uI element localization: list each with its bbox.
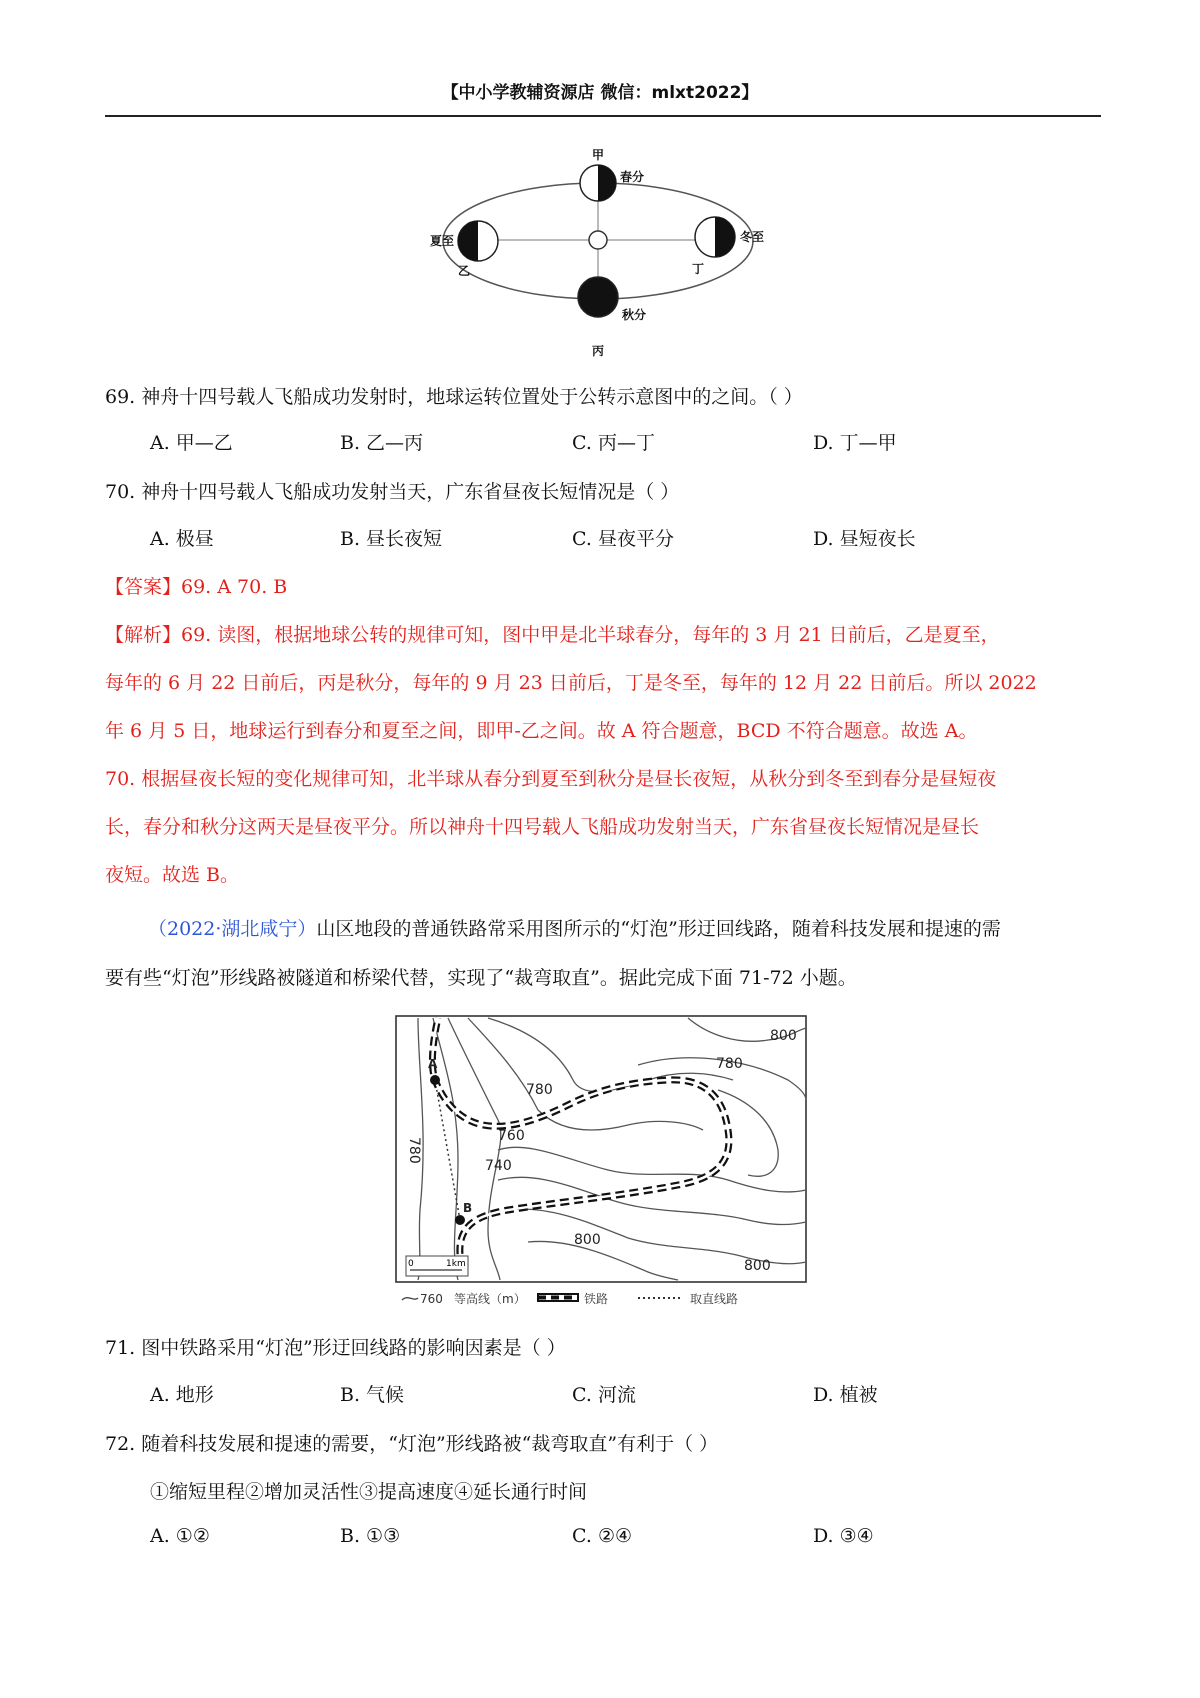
q69-option-a[interactable]: A. 甲—乙 [150, 432, 233, 454]
q72-option-d[interactable]: D. ③④ [813, 1525, 874, 1547]
q72-option-b[interactable]: B. ①③ [340, 1525, 401, 1547]
analysis-line-3: 年 6 月 5 日，地球运行到春分和夏至之间，即甲-乙之间。故 A 符合题意，BCD 不符合题意。故选 A。 [105, 720, 978, 742]
analysis-line-4: 70. 根据昼夜长短的变化规律可知，北半球从春分到夏至到秋分是昼长夜短，从秋分到冬至到春分是昼短夜 [105, 768, 997, 790]
q72-choices: ①缩短里程②增加灵活性③提高速度④延长通行时间 [150, 1481, 588, 1503]
scale-bar [406, 1256, 468, 1276]
map-legend [402, 1291, 738, 1306]
point-a-label: A [428, 1057, 438, 1071]
page-header: 【中小学教辅资源店 微信：mlxt2022】 [441, 83, 759, 103]
q71-option-c[interactable]: C. 河流 [572, 1384, 636, 1406]
answer-text: 【答案】69. A 70. B [105, 576, 288, 598]
earth-bing [578, 277, 618, 317]
analysis-line-5: 长，春分和秋分这两天是昼夜平分。所以神舟十四号载人飞船成功发射当天，广东省昼夜长短情况是昼长 [105, 816, 980, 838]
contour-map [388, 1010, 810, 1315]
scale-km: 1km [446, 1259, 466, 1269]
q71-option-d[interactable]: D. 植被 [813, 1384, 878, 1406]
question-71-stem: 71. 图中铁路采用“灯泡”形迂回线路的影响因素是（ ） [105, 1337, 566, 1359]
question-70-stem: 70. 神舟十四号载人飞船成功发射当天，广东省昼夜长短情况是（ ） [105, 481, 680, 503]
earth-yi [458, 221, 498, 261]
contour-label: 780 [406, 1137, 422, 1164]
label-ding: 丁 [692, 262, 705, 276]
point-b-marker [455, 1215, 465, 1225]
label-bing: 丙 [592, 344, 605, 358]
label-summer: 夏至 [430, 234, 455, 248]
question-72-stem: 72. 随着科技发展和提速的需要，“灯泡”形线路被“裁弯取直”有利于（ ） [105, 1433, 719, 1455]
scale-zero: 0 [408, 1259, 414, 1269]
intro-line-1 [148, 914, 1001, 941]
header-rule [105, 115, 1101, 117]
point-a-marker [430, 1075, 440, 1085]
contour-label: 800 [744, 1258, 771, 1274]
legend-contour-value: 760 [420, 1292, 443, 1306]
analysis-line-1: 【解析】69. 读图，根据地球公转的规律可知，图中甲是北半球春分，每年的 3 月 21 日前后，乙是夏至， [105, 624, 1000, 646]
earth-jia [580, 165, 616, 201]
analysis-line-2: 每年的 6 月 22 日前后，丙是秋分，每年的 9 月 23 日前后，丁是冬至，每年的 12 月 22 日前后。所以 2022 [105, 672, 1037, 694]
q70-option-c[interactable]: C. 昼夜平分 [572, 528, 674, 550]
q70-option-d[interactable]: D. 昼短夜长 [813, 528, 916, 550]
orbit-figure [430, 145, 770, 360]
q71-option-a[interactable]: A. 地形 [150, 1384, 214, 1406]
question-69-stem: 69. 神舟十四号载人飞船成功发射时，地球运转位置处于公转示意图中的之间。（ ） [105, 386, 803, 408]
contour-label: 800 [770, 1028, 797, 1044]
q69-option-d[interactable]: D. 丁—甲 [813, 432, 897, 454]
earth-ding [695, 217, 735, 257]
label-yi: 乙 [458, 264, 471, 278]
q72-option-a[interactable]: A. ①② [150, 1525, 210, 1547]
legend-straight: 取直线路 [690, 1292, 739, 1306]
contour-label: 780 [716, 1056, 743, 1072]
intro-line-2: 要有些“灯泡”形线路被隧道和桥梁代替，实现了“裁弯取直”。据此完成下面 71-72 小题。 [105, 967, 857, 989]
contour-label: 740 [485, 1158, 512, 1174]
label-winter: 冬至 [740, 230, 765, 244]
q70-option-a[interactable]: A. 极昼 [150, 528, 214, 550]
q69-option-c[interactable]: C. 丙—丁 [572, 432, 655, 454]
legend-railway: 铁路 [584, 1292, 609, 1306]
legend-contour-text: 等高线（m） [454, 1292, 526, 1306]
label-spring: 春分 [620, 170, 645, 184]
label-jia: 甲 [592, 148, 605, 162]
contour-label: 800 [574, 1232, 601, 1248]
intro-line-1-text: 山区地段的普通铁路常采用图所示的“灯泡”形迂回线路，随着科技发展和提速的需 [316, 918, 1001, 940]
q72-option-c[interactable]: C. ②④ [572, 1525, 633, 1547]
q71-option-b[interactable]: B. 气候 [340, 1384, 405, 1406]
q70-option-b[interactable]: B. 昼长夜短 [340, 528, 443, 550]
sun [589, 231, 607, 249]
analysis-line-6: 夜短。故选 B。 [105, 864, 240, 886]
intro-source: （2022·湖北咸宁） [148, 918, 317, 940]
q69-option-b[interactable]: B. 乙—丙 [340, 432, 424, 454]
label-autumn: 秋分 [622, 308, 647, 322]
point-b-label: B [463, 1201, 473, 1215]
contour-label: 760 [498, 1128, 525, 1144]
contour-label: 780 [526, 1082, 553, 1098]
